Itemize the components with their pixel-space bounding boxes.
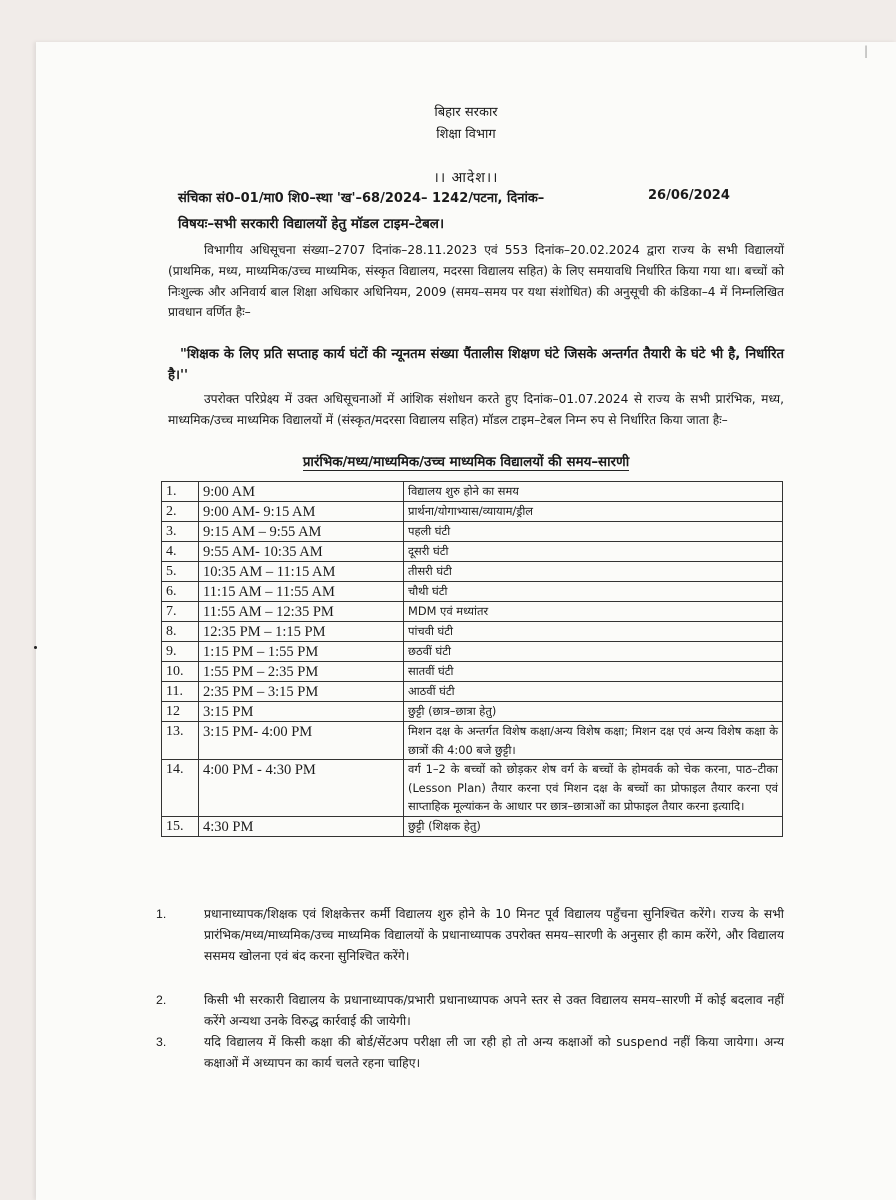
row-time: 4:30 PM [199,816,404,836]
row-time: 3:15 PM- 4:00 PM [199,722,404,760]
table-row [162,602,783,622]
table-row [162,760,783,817]
row-number: 6. [162,582,199,602]
speck-mark [34,646,37,649]
table-row [162,622,783,642]
table-title-text: प्रारंभिक/मध्य/माध्यमिक/उच्च माध्यमिक विद्यालयों की समय–सारणी [302,455,630,470]
subject-line: विषयः–सभी सरकारी विद्यालयों हेतु मॉडल टाइम–टेबल। [178,216,445,232]
table-row [162,642,783,662]
row-time: 3:15 PM [199,702,404,722]
document-page [36,42,896,1200]
row-activity: चौथी घंटी [404,582,783,602]
row-activity: मिशन दक्ष के अन्तर्गत विशेष कक्षा/अन्य विशेष कक्षा; मिशन दक्ष एवं अन्य विशेष कक्षा के छात्रों की 4:00 बजे छुट्टी। [404,722,783,760]
table-row [162,562,783,582]
table-row [162,502,783,522]
row-time: 12:35 PM – 1:15 PM [199,622,404,642]
header-department: शिक्षा विभाग [436,127,496,142]
row-number: 11. [162,682,199,702]
reference-date: 26/06/2024 [648,188,730,203]
header-government: बिहार सरकार [434,105,498,120]
note-number: 2. [156,993,167,1007]
table-row [162,482,783,502]
table-row [162,722,783,760]
row-activity: छुट्टी (छात्र–छात्रा हेतु) [404,702,783,722]
note-text: यदि विद्यालय में किसी कक्षा की बोर्ड/सेंटअप परीक्षा ली जा रही हो तो अन्य कक्षाओं को suspend नहीं किया जायेगा। अन्य कक्षाओं में अध्यापन का कार्य चलते रहना चाहिए। [204,1035,784,1070]
note-number: 3. [156,1035,167,1049]
row-activity: पहली घंटी [404,522,783,542]
row-time: 1:15 PM – 1:55 PM [199,642,404,662]
row-activity: छठवीं घंटी [404,642,783,662]
row-number: 4. [162,542,199,562]
row-time: 9:00 AM [199,482,404,502]
row-number: 1. [162,482,199,502]
row-number: 9. [162,642,199,662]
table-title [36,452,896,470]
row-activity: दूसरी घंटी [404,542,783,562]
row-activity: वर्ग 1–2 के बच्चों को छोड़कर शेष वर्ग के बच्चों के होमवर्क को चेक करना, पाठ–टीका (Lesson Plan) तैयार करना एवं मिशन दक्ष के बच्चों का प्रोफाइल तैयार करना एवं साप्ताहिक मूल्यांकन के आधार पर छात्र–छात्राओं का प्रोफाइल तैयार करना इत्यादि। [404,760,783,817]
row-activity: छुट्टी (शिक्षक हेतु) [404,816,783,836]
row-time: 1:55 PM – 2:35 PM [199,662,404,682]
row-activity: आठवीं घंटी [404,682,783,702]
row-time: 10:35 AM – 11:15 AM [199,562,404,582]
row-number: 10. [162,662,199,682]
note-number: 1. [156,907,167,921]
row-time: 2:35 PM – 3:15 PM [199,682,404,702]
schedule-table [161,481,783,837]
row-number: 3. [162,522,199,542]
row-activity: प्रार्थना/योगाभ्यास/व्यायाम/ड्रील [404,502,783,522]
row-time: 11:15 AM – 11:55 AM [199,582,404,602]
row-time: 4:00 PM - 4:30 PM [199,760,404,817]
row-number: 15. [162,816,199,836]
row-time: 9:55 AM- 10:35 AM [199,542,404,562]
row-activity: सातवीं घंटी [404,662,783,682]
table-row [162,702,783,722]
row-number: 2. [162,502,199,522]
table-row [162,662,783,682]
row-activity: पांचवी घंटी [404,622,783,642]
paragraph-2: उपरोक्त परिप्रेक्ष्य में उक्त अधिसूचनाओं में आंशिक संशोधन करते हुए दिनांक–01.07.2024 से राज्य के सभी प्रारंभिक, मध्य, माध्यमिक/उच्च माध्यमिक विद्यालयों में (संस्कृत/मदरसा विद्यालय सहित) मॉडल टाइम–टेबल निम्न रुप से निर्धारित किया जाता हैः– [168,392,784,427]
row-activity: MDM एवं मध्यांतर [404,602,783,622]
row-time: 9:15 AM – 9:55 AM [199,522,404,542]
row-number: 12 [162,702,199,722]
row-time: 9:00 AM- 9:15 AM [199,502,404,522]
table-row [162,582,783,602]
row-number: 14. [162,760,199,817]
paragraph-1: विभागीय अधिसूचना संख्या–2707 दिनांक–28.11.2023 एवं 553 दिनांक–20.02.2024 द्वारा राज्य के सभी विद्यालयों (प्राथमिक, मध्य, माध्यमिक/उच्च माध्यमिक, संस्कृत विद्यालय, मदरसा विद्यालय सहित) के लिए समयावधि निर्धारित किया गया था। बच्चों को निःशुल्क और अनिवार्य बाल शिक्षा अधिकार अधिनियम, 2009 (समय–समय पर यथा संशोधित) की अनुसूची की कंडिका–4 में निम्नलिखित प्रावधान वर्णित हैः– [168,243,784,320]
quote-block: "शिक्षक के लिए प्रति सप्ताह कार्य घंटों की न्यूनतम संख्या पैंतालीस शिक्षण घंटे जिसके अन्तर्गत तैयारी के घंटे भी है, निर्धारित है।'' [168,347,784,383]
note-text: किसी भी सरकारी विद्यालय के प्रधानाध्यापक/प्रभारी प्रधानाध्यापक अपने स्तर से उक्त विद्यालय समय–सारणी में कोई बदलाव नहीं करेंगे अन्यथा उनके विरुद्ध कार्रवाई की जायेगी। [204,993,784,1028]
row-time: 11:55 AM – 12:35 PM [199,602,404,622]
header-order: ।। आदेश।। [433,170,499,186]
table-row [162,542,783,562]
corner-mark: | [863,44,868,58]
table-row [162,522,783,542]
row-activity: तीसरी घंटी [404,562,783,582]
reference-line [178,188,818,206]
table-row [162,682,783,702]
note-text: प्रधानाध्यापक/शिक्षक एवं शिक्षकेत्तर कर्मी विद्यालय शुरु होने के 10 मिनट पूर्व विद्यालय पहुँचना सुनिश्चित करेंगे। राज्य के सभी प्रारंभिक/मध्य/माध्यमिक/उच्च माध्यमिक विद्यालयों के प्रधानाध्यापक उपरोक्त समय–सारणी के अनुसार ही काम करेंगे, और विद्यालय ससमय खोलना एवं बंद करना सुनिश्चित करेंगे। [204,907,784,963]
row-activity: विद्यालय शुरु होने का समय [404,482,783,502]
reference-number: संचिका सं0–01/मा0 शि0–स्था 'ख'–68/2024– 1242/पटना, दिनांक– [178,191,545,206]
row-number: 5. [162,562,199,582]
row-number: 7. [162,602,199,622]
table-row [162,816,783,836]
row-number: 8. [162,622,199,642]
row-number: 13. [162,722,199,760]
